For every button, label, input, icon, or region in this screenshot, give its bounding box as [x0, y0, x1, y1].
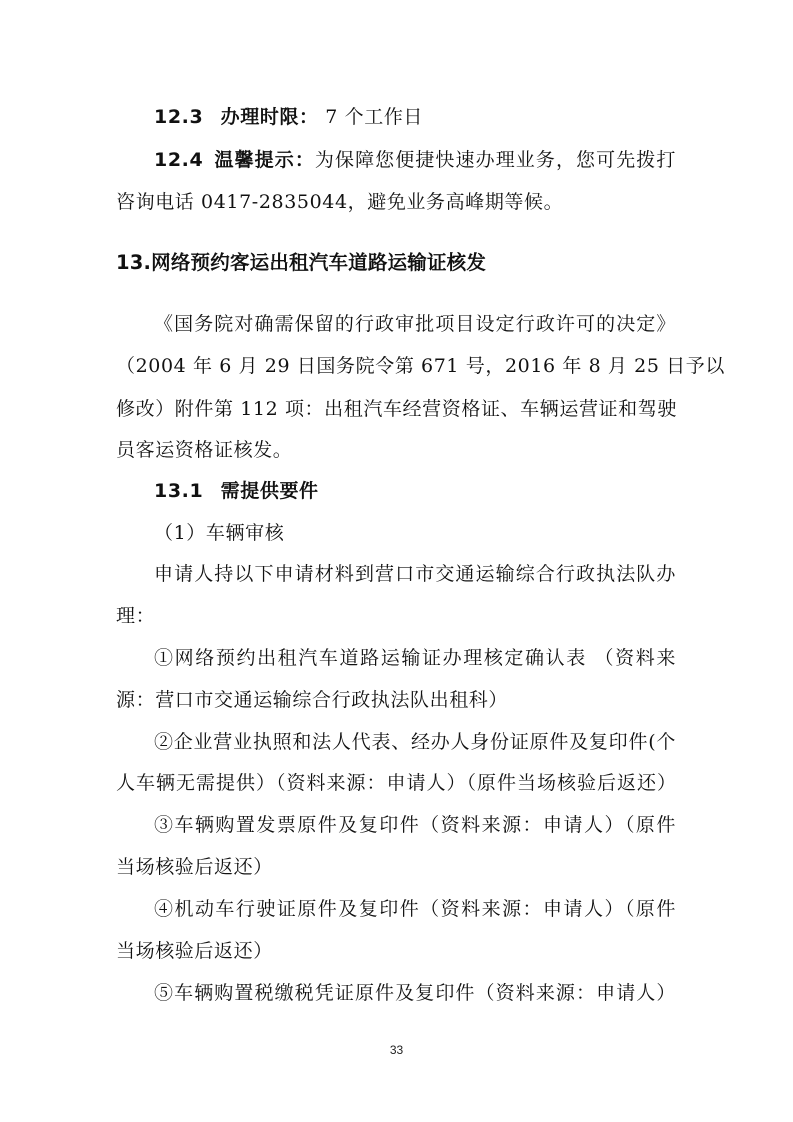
- intro-line2: 理：: [116, 605, 156, 627]
- list-item-4-line1: ④机动车行驶证原件及复印件（资料来源：申请人）（原件: [154, 898, 676, 920]
- intro-line1: 申请人持以下申请材料到营口市交通运输综合行政执法队办: [154, 563, 676, 585]
- list-item-1-line2: 源：营口市交通运输综合行政执法队出租科）: [116, 689, 509, 711]
- list-item-5-line1: ⑤车辆购置税缴税凭证原件及复印件（资料来源：申请人）: [154, 982, 676, 1004]
- section-13-1-heading: [154, 478, 714, 504]
- section-13-1-label: 需提供要件: [220, 480, 319, 502]
- section-13-heading: 13.网络预约客运出租汽车道路运输证核发: [116, 251, 487, 274]
- list-item-2-line1: ②企业营业执照和法人代表、经办人身份证原件及复印件(个: [154, 731, 676, 753]
- section-12-4-line2: 咨询电话 0417-2835044，避免业务高峰期等候。: [116, 191, 564, 213]
- section-12-3: [154, 104, 714, 130]
- section-13-para-line4: 员客运资格证核发。: [116, 439, 293, 461]
- section-13-para-line1: 《国务院对确需保留的行政审批项目设定行政许可的决定》: [154, 313, 676, 335]
- page-number: 33: [389, 1043, 404, 1057]
- section-12-4-text1: 为保障您便捷快速办理业务，您可先拨打: [314, 149, 676, 171]
- section-13-para-line2: （2004 年 6 月 29 日国务院令第 671 号，2016 年 8 月 25 日予以: [116, 355, 725, 377]
- section-12-3-label: 办理时限：: [220, 106, 319, 128]
- list-item-4-line2: 当场核验后返还）: [116, 940, 273, 962]
- section-13-1-number: 13.1: [154, 480, 204, 502]
- section-12-3-number: 12.3: [154, 106, 204, 128]
- section-13-para-line3: 修改）附件第 112 项：出租汽车经营资格证、车辆运营证和驾驶: [116, 398, 677, 420]
- list-item-3-line1: ③车辆购置发票原件及复印件（资料来源：申请人）（原件: [154, 814, 676, 836]
- list-item-1-line1: ①网络预约出租汽车道路运输证办理核定确认表 （资料来: [154, 647, 676, 669]
- list-item-2-line2: 人车辆无需提供）（资料来源：申请人）（原件当场核验后返还）: [116, 772, 676, 794]
- section-12-3-value: 7 个工作日: [325, 106, 424, 128]
- section-12-4-number: 12.4: [154, 149, 204, 171]
- section-12-4-label: 温馨提示：: [214, 149, 315, 171]
- section-12-4-line1: [154, 147, 676, 173]
- list-item-3-line2: 当场核验后返还）: [116, 856, 273, 878]
- subsection-vehicle-review: （1）车辆审核: [154, 522, 285, 544]
